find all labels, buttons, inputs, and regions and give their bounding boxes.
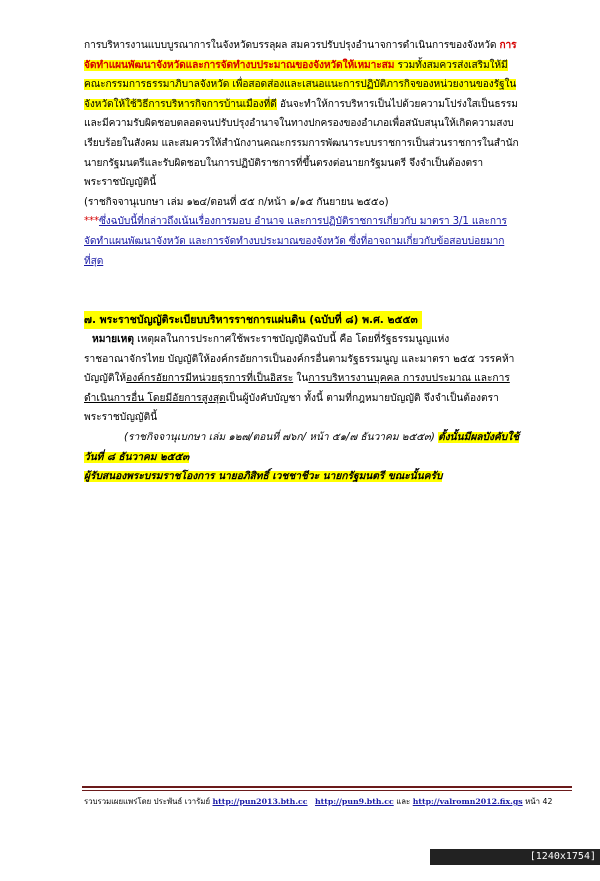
p2-line-2: ราชอาณาจักรไทย บัญญัติให้องค์กรอัยการเป็นองค์กรอื่นตามรัฐธรรมนูญ และมาตรา ๒๕๕ วรรคห้า (84, 353, 515, 365)
p1-line-2: จัดทำแผนพัฒนาจังหวัดและการจัดทำงบประมาณของจังหวัดให้เหมาะสม รวมทั้งสมควรส่งเสริมให้มี (84, 59, 508, 71)
p1-line-4: จังหวัดให้ใช้วิธีการบริหารกิจการบ้านเมืองที่ดี อันจะทำให้การบริหารเป็นไปด้วยความโปร่งใสเป็นธรรม (84, 98, 518, 110)
effective-date: วันที่ ๘ ธันวาคม ๒๕๕๓ (84, 451, 190, 463)
countersigned-by: ผู้รับสนองพระบรมราชโองการ นายอภิสิทธิ์ เวชชาชีวะ นายกรัฐมนตรี ขณะนั้นครับ (84, 471, 443, 483)
p1-line-5: และมีความรับผิดชอบตลอดจนปรับปรุงอำนาจในทางปกครองของอำเภอเพื่อสนับสนุนให้เกิดความสงบ (84, 118, 514, 130)
note-line-2[interactable]: จัดทำแผนพัฒนาจังหวัด และการจัดทำงบประมาณของจังหวัด ซึ่งที่อาจถามเกี่ยวกับข้อสอบบ่อยมาก (84, 235, 505, 247)
p2-line-4: ดำเนินการอื่น โดยมีอัยการสูงสุดเป็นผู้บังคับบัญชา ทั้งนี้ ตามที่กฎหมายบัญญัติ จึงจำเป็นต้องตรา (84, 392, 499, 404)
footer-divider-thin (82, 790, 572, 791)
paragraph-2 (84, 330, 572, 487)
p2-line-5: พระราชบัญญัตินี้ (84, 412, 158, 424)
p1-line-8: พระราชบัญญัตินี้ (84, 177, 157, 189)
paragraph-1 (84, 36, 572, 271)
footer-link-pun2013[interactable]: http://pun2013.bth.cc (212, 797, 308, 806)
image-host-watermark: [1240x1754] https://upic.me/ (430, 849, 600, 865)
footer-link-valromn[interactable]: http://valromn2012.fix.gs (412, 797, 523, 806)
p1-line-7: นายกรัฐมนตรีและรับผิดชอบในการปฏิบัติราชการที่ขึ้นตรงต่อนายกรัฐมนตรี จึงจำเป็นต้องตรา (84, 157, 483, 169)
p1-line-3: คณะกรรมการธรรมาภิบาลจังหวัด เพื่อสอดส่องและเสนอแนะการปฏิบัติภารกิจของหน่วยงานของรัฐใน (84, 79, 517, 91)
gazette-reference-1: (ราชกิจจานุเบกษา เล่ม ๑๒๔/ตอนที่ ๕๕ ก/หน้า ๑/๑๕ กันยายน ๒๕๕๐) (84, 196, 389, 208)
footer-and: และ (396, 797, 413, 806)
page-number: หน้า 42 (525, 797, 553, 806)
footer-divider-thick (82, 786, 572, 788)
footer-credit: รวบรวมเผยแพร่โดย ประพันธ์ เวารัมย์ (84, 797, 213, 806)
section-heading-7: ๗. พระราชบัญญัติระเบียบบริหารราชการแผ่นดิน (ฉบับที่ ๘) พ.ศ. ๒๕๕๓ (84, 311, 422, 329)
p2-line-3: บัญญัติให้องค์กรอัยการมีหน่วยธุรการที่เป็นอิสระ ในการบริหารงานบุคคล การงบประมาณ และการ (84, 373, 510, 385)
footer-link-pun9[interactable]: http://pun9.bth.cc (314, 797, 394, 806)
note-line-1[interactable]: ***ซึ่งฉบับนี้ที่กล่าวถึงเน้นเรื่องการมอบ อำนาจ และการปฏิบัติราชการเกี่ยวกับ มาตรา 3/1 และการ (84, 216, 507, 228)
note-line-3[interactable]: ที่สุด (84, 255, 104, 267)
p1-line-1: การบริหารงานแบบบูรณาการในจังหวัดบรรลุผล สมควรปรับปรุงอำนาจการดำเนินการของจังหวัด การ (84, 40, 517, 51)
gazette-reference-2: (ราชกิจจานุเบกษา เล่ม ๑๒๗/ตอนที่ ๗๖ก/ หน้า ๕๑/๗ ธันวาคม ๒๕๕๓) ตั้งนั้นมีผลบังคับใช้ (124, 431, 520, 443)
page-footer (84, 796, 574, 808)
p1-line-6: เรียบร้อยในสังคม และสมควรให้สำนักงานคณะกรรมการพัฒนาระบบราชการเป็นส่วนราชการในสำนัก (84, 137, 519, 149)
p2-line-1: หมายเหตุ เหตุผลในการประกาศใช้พระราชบัญญัติฉบับนี้ คือ โดยที่รัฐธรรมนูญแห่ง (92, 334, 450, 345)
